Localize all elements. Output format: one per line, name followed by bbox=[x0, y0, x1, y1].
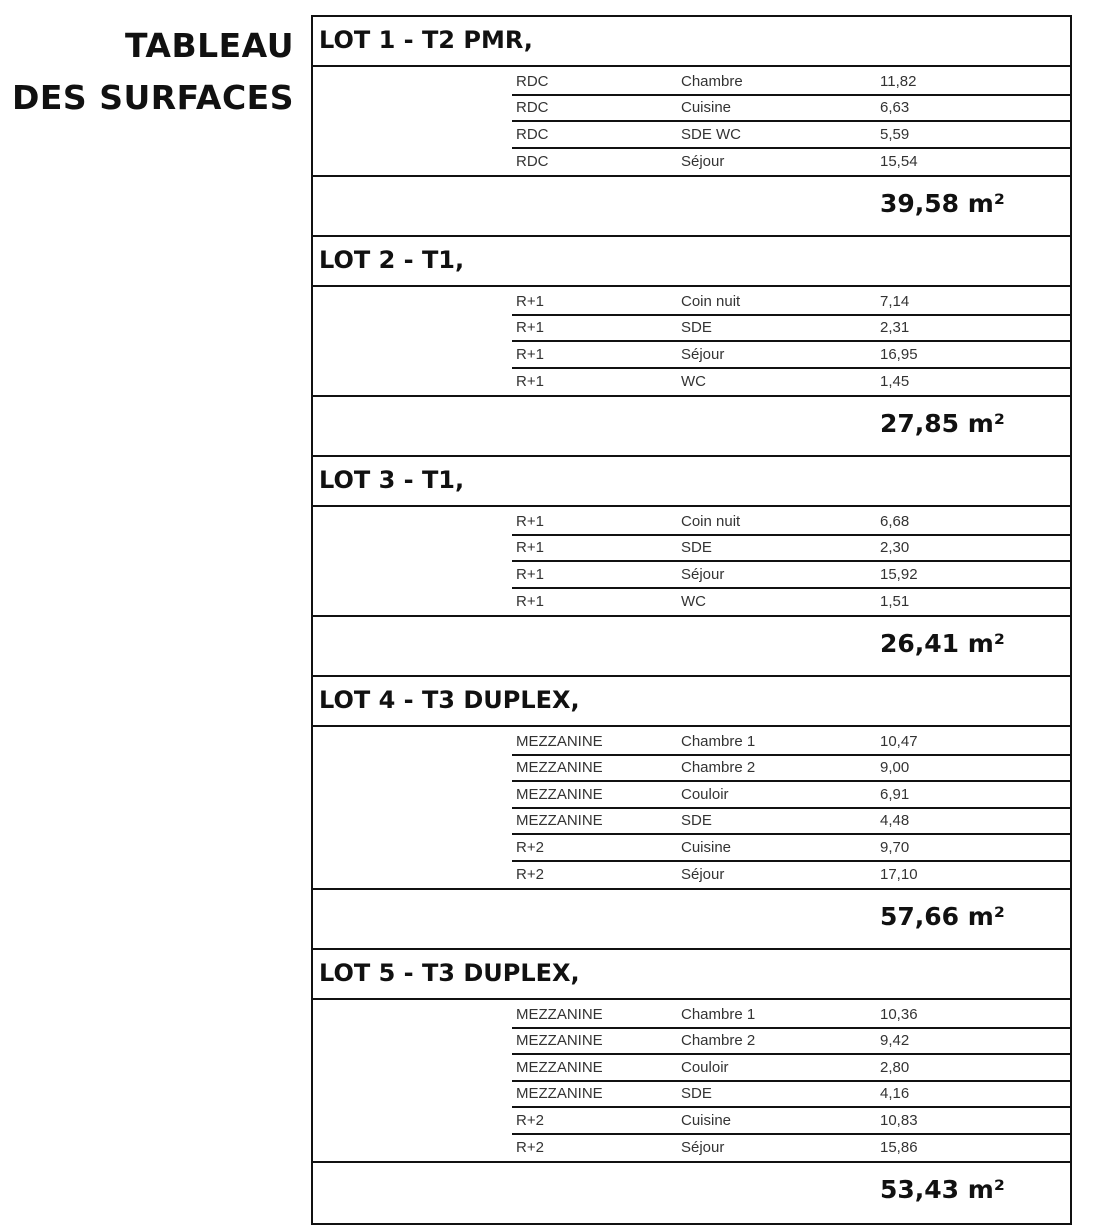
room-level: RDC bbox=[516, 99, 549, 117]
lot-total-area: 57,66 m² bbox=[880, 902, 1005, 931]
room-row bbox=[512, 342, 1070, 369]
room-area: 1,51 bbox=[880, 593, 910, 611]
room-name: Séjour bbox=[681, 565, 725, 583]
room-name: Chambre 1 bbox=[681, 732, 756, 750]
room-area: 9,42 bbox=[880, 1032, 910, 1050]
lot-section bbox=[313, 17, 1070, 237]
room-name: Séjour bbox=[681, 153, 725, 171]
room-level: MEZZANINE bbox=[516, 1085, 603, 1103]
room-level: R+1 bbox=[516, 539, 544, 557]
room-row bbox=[512, 835, 1070, 862]
room-name: SDE WC bbox=[681, 125, 741, 143]
room-row bbox=[512, 1082, 1070, 1109]
room-row bbox=[512, 562, 1070, 589]
room-name: Couloir bbox=[681, 785, 729, 803]
room-row bbox=[512, 729, 1070, 756]
room-name: Chambre bbox=[681, 72, 743, 90]
room-name: Coin nuit bbox=[681, 292, 741, 310]
room-level: MEZZANINE bbox=[516, 1032, 603, 1050]
lot-total-row bbox=[313, 890, 1070, 950]
room-area: 4,48 bbox=[880, 812, 910, 830]
surface-table bbox=[311, 15, 1072, 1225]
lot-total-area: 53,43 m² bbox=[880, 1175, 1005, 1204]
page-title bbox=[12, 20, 294, 124]
room-name: SDE bbox=[681, 1085, 712, 1103]
lot-total-area: 26,41 m² bbox=[880, 629, 1005, 658]
room-row bbox=[512, 1108, 1070, 1135]
room-area: 15,92 bbox=[880, 565, 918, 583]
room-row bbox=[512, 589, 1070, 616]
room-name: Séjour bbox=[681, 345, 725, 363]
room-list bbox=[313, 67, 1070, 177]
room-area: 15,86 bbox=[880, 1139, 918, 1157]
room-list bbox=[313, 727, 1070, 890]
room-name: WC bbox=[681, 373, 706, 391]
room-area: 4,16 bbox=[880, 1085, 910, 1103]
lot-header: LOT 3 - T1, bbox=[313, 457, 1070, 507]
room-list bbox=[313, 287, 1070, 397]
room-name: SDE bbox=[681, 319, 712, 337]
room-row bbox=[512, 69, 1070, 96]
room-area: 2,30 bbox=[880, 539, 910, 557]
room-row bbox=[512, 122, 1070, 149]
room-row bbox=[512, 1135, 1070, 1162]
room-level: R+1 bbox=[516, 345, 544, 363]
page-title-line-2: DES SURFACES bbox=[12, 78, 294, 117]
room-row bbox=[512, 809, 1070, 836]
room-area: 2,31 bbox=[880, 319, 910, 337]
room-area: 16,95 bbox=[880, 345, 918, 363]
room-row bbox=[512, 1055, 1070, 1082]
lot-total-row bbox=[313, 397, 1070, 457]
room-name: Chambre 1 bbox=[681, 1005, 756, 1023]
room-level: RDC bbox=[516, 153, 549, 171]
room-level: MEZZANINE bbox=[516, 759, 603, 777]
room-name: Couloir bbox=[681, 1058, 729, 1076]
room-level: R+2 bbox=[516, 866, 544, 884]
room-row bbox=[512, 149, 1070, 176]
room-level: R+1 bbox=[516, 292, 544, 310]
page-title-line-1: TABLEAU bbox=[124, 26, 294, 65]
lot-section bbox=[313, 950, 1070, 1223]
room-level: R+1 bbox=[516, 565, 544, 583]
room-area: 15,54 bbox=[880, 153, 918, 171]
lot-header: LOT 5 - T3 DUPLEX, bbox=[313, 950, 1070, 1000]
room-row bbox=[512, 509, 1070, 536]
room-name: SDE bbox=[681, 539, 712, 557]
room-level: R+2 bbox=[516, 1139, 544, 1157]
lot-section bbox=[313, 677, 1070, 950]
lot-total-area: 39,58 m² bbox=[880, 189, 1005, 218]
room-level: R+2 bbox=[516, 1111, 544, 1129]
room-area: 10,47 bbox=[880, 732, 918, 750]
room-name: Séjour bbox=[681, 866, 725, 884]
room-level: RDC bbox=[516, 125, 549, 143]
room-area: 5,59 bbox=[880, 125, 910, 143]
lot-total-row bbox=[313, 1163, 1070, 1223]
room-row bbox=[512, 369, 1070, 396]
room-row bbox=[512, 862, 1070, 889]
room-level: R+1 bbox=[516, 373, 544, 391]
lot-header: LOT 4 - T3 DUPLEX, bbox=[313, 677, 1070, 727]
lot-section bbox=[313, 237, 1070, 457]
room-row bbox=[512, 289, 1070, 316]
room-area: 6,68 bbox=[880, 512, 910, 530]
room-name: Chambre 2 bbox=[681, 1032, 756, 1050]
room-area: 7,14 bbox=[880, 292, 910, 310]
room-area: 10,83 bbox=[880, 1111, 918, 1129]
room-name: Chambre 2 bbox=[681, 759, 756, 777]
room-name: WC bbox=[681, 593, 706, 611]
room-row bbox=[512, 1002, 1070, 1029]
room-row bbox=[512, 536, 1070, 563]
room-row bbox=[512, 782, 1070, 809]
lot-total-row bbox=[313, 617, 1070, 677]
room-level: RDC bbox=[516, 72, 549, 90]
room-name: Cuisine bbox=[681, 99, 732, 117]
room-row bbox=[512, 756, 1070, 783]
room-name: SDE bbox=[681, 812, 712, 830]
room-list bbox=[313, 1000, 1070, 1163]
lot-total-row bbox=[313, 177, 1070, 237]
room-level: R+1 bbox=[516, 319, 544, 337]
room-area: 9,00 bbox=[880, 759, 910, 777]
lot-header: LOT 2 - T1, bbox=[313, 237, 1070, 287]
room-name: Séjour bbox=[681, 1139, 725, 1157]
room-row bbox=[512, 96, 1070, 123]
room-level: R+1 bbox=[516, 593, 544, 611]
room-area: 11,82 bbox=[880, 72, 917, 90]
room-area: 6,91 bbox=[880, 785, 910, 803]
room-area: 2,80 bbox=[880, 1058, 910, 1076]
room-name: Cuisine bbox=[681, 1111, 732, 1129]
room-row bbox=[512, 1029, 1070, 1056]
lot-total-area: 27,85 m² bbox=[880, 409, 1005, 438]
room-area: 9,70 bbox=[880, 838, 910, 856]
room-level: MEZZANINE bbox=[516, 812, 603, 830]
room-level: MEZZANINE bbox=[516, 785, 603, 803]
room-level: MEZZANINE bbox=[516, 1005, 603, 1023]
room-area: 6,63 bbox=[880, 99, 910, 117]
room-name: Coin nuit bbox=[681, 512, 741, 530]
room-list bbox=[313, 507, 1070, 617]
lot-header: LOT 1 - T2 PMR, bbox=[313, 17, 1070, 67]
room-name: Cuisine bbox=[681, 838, 732, 856]
room-area: 1,45 bbox=[880, 373, 910, 391]
room-level: MEZZANINE bbox=[516, 732, 603, 750]
room-level: MEZZANINE bbox=[516, 1058, 603, 1076]
room-row bbox=[512, 316, 1070, 343]
lot-section bbox=[313, 457, 1070, 677]
room-area: 10,36 bbox=[880, 1005, 918, 1023]
room-level: R+2 bbox=[516, 838, 544, 856]
room-level: R+1 bbox=[516, 512, 544, 530]
room-area: 17,10 bbox=[880, 866, 918, 884]
